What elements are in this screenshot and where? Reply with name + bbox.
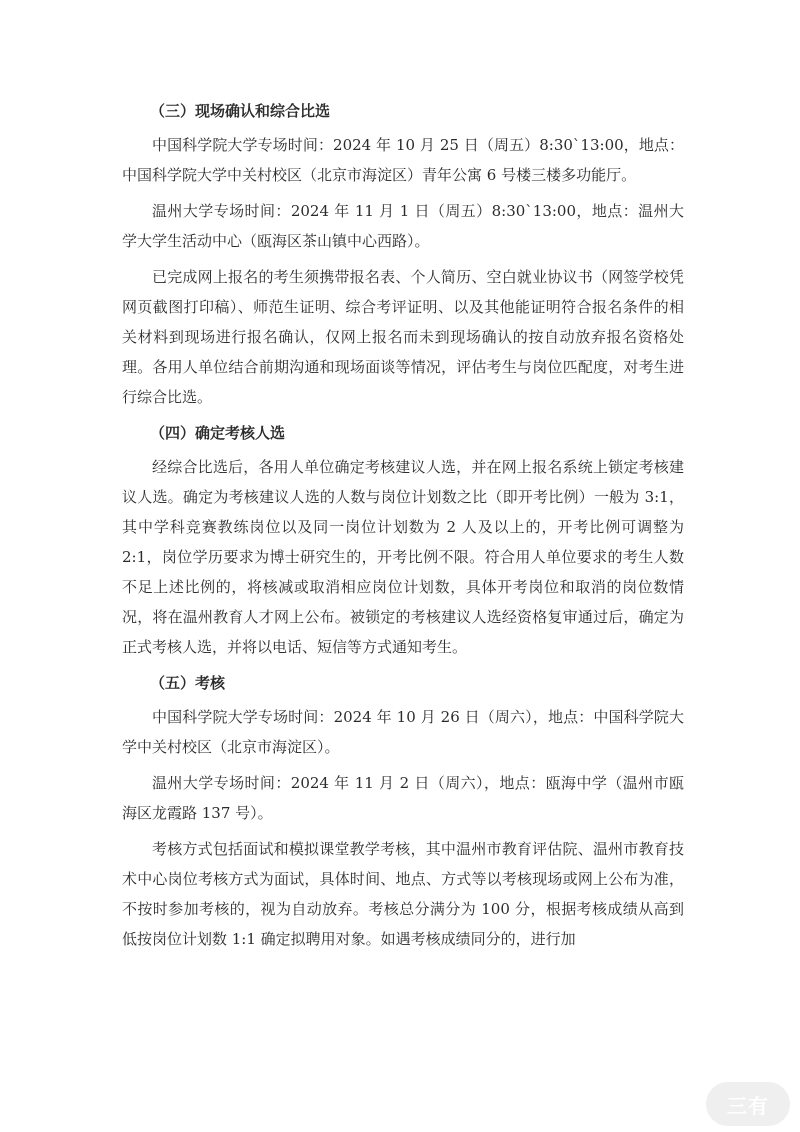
section-3-paragraph-1: 中国科学院大学专场时间：2024 年 10 月 25 日（周五）8:30`13:00，地点：中国科学院大学中关村校区（北京市海淀区）青年公寓 6 号楼三楼多功能厅。 — [122, 136, 684, 184]
section-3-paragraph-3: 已完成网上报名的考生须携带报名表、个人简历、空白就业协议书（网签学校凭网页截图打印稿）、师范生证明、综合考评证明、以及其他能证明符合报名条件的相关材料到现场进行报名确认，仅网上报名而未到现场确认的按自动放弃报名资格处理。各用人单位结合前期沟通和现场面谈等情况，评估考生与岗位匹配度，对考生进行综合比选。 — [122, 268, 684, 406]
section-3-heading: （三）现场确认和综合比选 — [150, 102, 331, 120]
section-4-heading: （四）确定考核人选 — [150, 424, 286, 442]
section-4-paragraph-1: 经综合比选后，各用人单位确定考核建议人选，并在网上报名系统上锁定考核建议人选。确定为考核建议人选的人数与岗位计划数之比（即开考比例）一般为 3:1，其中学科竞赛教练岗位以及同一岗位计划数为 2 人及以上的，开考比例可调整为 2:1，岗位学历要求为博士研究生的，开考比例不限。符合用人单位要求的考生人数不足上述比例的，将核减或取消相应岗位计划数，具体开考岗位和取消的岗位数情况，将在温州教育人才网上公布。被锁定的考核建议人选经资格复审通过后，确定为正式考核人选，并将以电话、短信等方式通知考生。 — [122, 458, 684, 656]
section-5-paragraph-2: 温州大学专场时间：2024 年 11 月 2 日（周六），地点：瓯海中学（温州市瓯海区龙霞路 137 号）。 — [122, 774, 684, 822]
section-5-paragraph-3: 考核方式包括面试和模拟课堂教学考核，其中温州市教育评估院、温州市教育技术中心岗位考核方式为面试，具体时间、地点、方式等以考核现场或网上公布为准，不按时参加考核的，视为自动放弃。考核总分满分为 100 分，根据考核成绩从高到低按岗位计划数 1:1 确定拟聘用对象。如遇考核成绩同分的，进行加 — [122, 840, 684, 948]
section-5-heading: （五）考核 — [150, 674, 226, 692]
watermark-logo — [706, 1082, 790, 1126]
section-5-paragraph-1: 中国科学院大学专场时间：2024 年 10 月 26 日（周六），地点：中国科学院大学中关村校区（北京市海淀区）。 — [122, 708, 684, 756]
watermark-text: 三有 — [727, 1093, 769, 1118]
document-page — [122, 96, 684, 954]
section-3-paragraph-2: 温州大学专场时间：2024 年 11 月 1 日（周五）8:30`13:00，地点：温州大学大学生活动中心（瓯海区茶山镇中心西路）。 — [122, 202, 684, 250]
